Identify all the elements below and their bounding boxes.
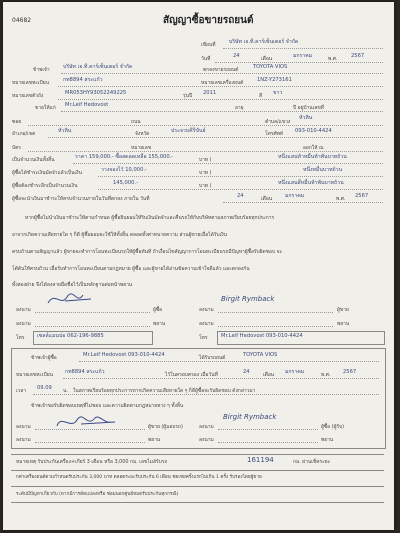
balance-unit: บาท (: [199, 183, 212, 189]
district-label: อำเภอ/เขต: [12, 131, 36, 137]
seller-phone: เซลล์แมนปอ 062-196-9885: [37, 333, 104, 339]
price-total-value: ราคา 159,000.- ซื้อสดลดเหลือ 155,000.-: [75, 154, 174, 160]
pay-by-day: 24: [237, 193, 244, 199]
balance-words: หนึ่งแสนสี่หมื่นห้าพันบาทถ้วน: [278, 180, 344, 186]
chassis-label: หมายเลขตัวถัง: [12, 93, 44, 99]
receipt-month: มกราคม: [285, 369, 305, 375]
pay-by-year: 2567: [355, 193, 369, 199]
terms-line-1: หากผู้ซื้อไม่นำเงินมาชำระให้ตามกำหนด ผู้ซื้อยินยอมให้ริบเงินมัดจำและคืนรถให้กับบริษัทตามสภาพเรียบร้อยทุกประการ: [25, 215, 275, 221]
color-value: ขาว: [273, 90, 283, 96]
receipt-year-label: พ.ศ.: [321, 372, 331, 378]
receipt-witness-role-2: พยาน: [321, 437, 334, 443]
balance-label: ผู้ซื้อต้องชำระอีกเป็นจำนวนเงิน: [12, 183, 78, 189]
receipt-buyer-value: Mr.Leif Hedovost 093-010-4424: [83, 352, 165, 358]
receipt-sign-label-witness-1: ลงนาม: [16, 437, 31, 443]
address-label: ปี อยู่บ้านเลขที่: [293, 105, 324, 111]
pay-by-year-label: พ.ศ.: [336, 196, 346, 202]
witness-role-1: พยาน: [153, 321, 166, 327]
brand-value: TOYOTA VIOS: [253, 64, 288, 70]
brand-label: ตกลงขายรถยนต์: [203, 67, 239, 73]
road-label: ถนน: [131, 119, 141, 125]
buyer-signature-1: Birgit Rymback: [221, 295, 275, 303]
date-day: 24: [233, 53, 240, 59]
footer-mileage: 161194: [247, 456, 274, 464]
price-total-unit: บาท (: [199, 157, 212, 163]
deposit-value: วางจองไว้ 10,000.-: [101, 167, 147, 173]
receipt-seller-role: ผู้ขาย (ผู้มอบรถ): [148, 424, 183, 430]
seller-signature-scribble-2: [51, 410, 131, 434]
made-at-value: บริษัท เจ.ที.คาร์เซ็นเตอร์ จำกัด: [229, 39, 299, 45]
sign-label-witness-1: ลงนาม: [16, 321, 31, 327]
footer-exclusion-text: ระดับมีปัญหาเกี่ยวกับ (หากมีการดัดแปลงหรือ ซ่อมนอกศูนย์หมดรับประกันทุกกรณี): [16, 492, 179, 497]
date-month: มกราคม: [293, 53, 313, 59]
sign-label-buyer: ลงนาม: [199, 307, 214, 313]
receipt-sign-label-seller: ลงนาม: [16, 424, 31, 430]
seller-label: ข้าพเจ้า: [33, 67, 50, 73]
color-label: สี: [259, 93, 262, 99]
id-card-label: บัตร: [12, 145, 21, 151]
footer-mileage-unit: กม. ผ่านเช็คระยะ: [293, 459, 331, 465]
district-value: หัวหิน: [58, 128, 72, 134]
receipt-condition-text: ในสภาพเรียบร้อยทุกประการหากเกิดความเสียหายใด ๆ ก็ดีผู้ซื้อจะรับผิดชอบ ดังกล่าวมา: [73, 388, 256, 394]
pay-by-month-label: เดือน: [261, 196, 273, 202]
doc-number: 04682: [12, 17, 32, 24]
age-label: อายุ: [235, 105, 244, 111]
sign-label-seller: ลงนาม: [16, 307, 31, 313]
date-year-label: พ.ศ.: [328, 56, 338, 62]
id-issued-label: ออกให้ ณ: [303, 145, 324, 151]
phone-label-2: โทร: [199, 335, 208, 341]
witness-role-2: พยาน: [337, 321, 350, 327]
subdistrict-value: หัวหิน: [299, 115, 313, 121]
terms-line-2: อาจากเกิดความเสียหายใด ๆ ก็ดี ผู้ซื้อยอมจะใช้ให้ทั้งสิ้น ตลอดทั้งค่าทนายความ ส่วนผู้ขายเมื่อได้รับเงิน: [12, 232, 227, 238]
pay-by-label: ผู้ซื้อจะนำเงินมาชำระให้ครบจำนวนภายในวันที่ตกลง ภายใน วันที่: [12, 196, 150, 202]
date-day-label: วันที่: [201, 56, 211, 62]
receipt-time: 09.09: [37, 385, 52, 391]
chassis-value: MR053HY93052249225: [65, 90, 127, 96]
seller-value: บริษัท เจ.ที.คาร์เซ็นเตอร์ จำกัด: [63, 64, 133, 70]
footer-engine-text: กค่าเครื่องยนต์ตามกำหนดรับประกัน 3,000 บาท ตลอดระยะรับประกัน 6 เดือน ชดเชยครั้งแรกไม่เกิน 1 ครั้ง รับรองโดยผู้ขาย: [16, 475, 262, 480]
seller-role-1: ผู้ขาย: [337, 307, 349, 313]
engine-label: หมายเลขเครื่องยนต์: [201, 80, 244, 86]
receipt-month-label: เดือน: [263, 372, 275, 378]
contract-paper: [3, 2, 394, 530]
footer-warranty-text: หมายเหตุ รับประกันเครื่อง+เกียร์ 3 เดือน หรือ 3,000 กม. เลขไมล์รับรถ: [16, 459, 168, 465]
deposit-label: ผู้ซื้อได้ชำระเงินมัดจำแล้วเป็นเงิน: [12, 170, 82, 176]
receipt-plate-value: กท8894 สระแก้ว: [65, 369, 105, 375]
date-year: 2567: [351, 53, 365, 59]
buyer-signature-2: Birgit Rymback: [223, 413, 277, 421]
soi-label: ซอย: [12, 119, 22, 125]
receipt-buyer-label: ข้าพเจ้าผู้ซื้อ: [31, 355, 57, 361]
receipt-brand: TOYOTA VIOS: [243, 352, 278, 358]
receipt-witness-role-1: พยาน: [148, 437, 161, 443]
contract-title: สัญญาซื้อขายรถยนต์: [163, 15, 254, 26]
id-number-label: หมายเลข: [131, 145, 152, 151]
province-value: ประจวบคีรีขันธ์: [171, 128, 206, 134]
receipt-received-label: ได้รับรถยนต์: [199, 355, 226, 361]
model-year-label: รุ่นปี: [183, 93, 193, 99]
buyer-value: Mr.Leif Hedovost: [65, 102, 109, 108]
seller-signature-scribble: [43, 289, 113, 309]
pay-by-month: มกราคม: [285, 193, 305, 199]
price-total-words: หนึ่งแสนห้าหมื่นห้าพันบาทถ้วน: [278, 154, 347, 160]
receipt-day: 24: [243, 369, 250, 375]
made-at-label: เขียนที่: [201, 42, 216, 48]
terms-line-3: ครบถ้วนตามสัญญาแล้ว ผู้ขายจะทำการโอนทะเบียนรถให้ผู้ซื้อทันที ถ้าเงื่อนไขสัญญาการโอนทะเบียนรถมีปัญหาผู้ซื้อรับผิดชอบ จะ: [12, 249, 283, 255]
receipt-time-unit: น.: [63, 388, 68, 394]
province-label: จังหวัด: [135, 131, 150, 137]
receipt-time-label: เวลา: [16, 388, 27, 394]
deposit-words: หนึ่งหมื่นบาทถ้วน: [303, 167, 343, 173]
price-total-label: เป็นจำนวนเงินทั้งสิ้น: [12, 157, 55, 163]
phone-value: 093-010-4424: [295, 128, 332, 134]
buyer-phone: Mr.Leif Hedovost 093-010-4424: [221, 333, 303, 339]
plate-value: กท8894 สระแก้ว: [63, 77, 103, 83]
deposit-unit: บาท (: [199, 170, 212, 176]
terms-line-4: โต้ต้นให้ครบถ้วน เมื่อรับทำการโอนทะเบียนตามกฎหมาย ผู้ซื้อ และผู้ขายได้อ่านข้อความเข้าใจดีแล้ว และตกลงกัน: [12, 266, 250, 272]
receipt-date-label: ไว้ในครอบครอง เมื่อวันที่: [165, 372, 218, 378]
balance-value: 145,000.-: [113, 180, 138, 186]
subdistrict-label: ตำบล/แขวง: [265, 119, 291, 125]
engine-value: 1NZ-Y273161: [257, 77, 292, 83]
phone-label-1: โทร: [16, 335, 25, 341]
receipt-plate-label: หมายเลขทะเบียน: [16, 372, 53, 378]
date-month-label: เดือน: [261, 56, 273, 62]
receipt-year: 2567: [343, 369, 357, 375]
plate-label: หมายเลขทะเบียน: [12, 80, 49, 86]
terms-line-5: ทั้งสองฝ่าย จึงได้ลงลายมือชื่อไว้เป็นหลักฐานต่อหน้าพยาน: [12, 282, 133, 288]
receipt-sign-label-buyer: ลงนาม: [199, 424, 214, 430]
receipt-sign-label-witness-2: ลงนาม: [199, 437, 214, 443]
model-year-value: 2011: [203, 90, 217, 96]
receipt-buyer-role: ผู้ซื้อ (ผู้รับ): [321, 424, 345, 430]
buyer-label: ขายให้แก่: [35, 105, 56, 111]
sign-label-witness-2: ลงนาม: [199, 321, 214, 327]
receipt-liability-text: ข้าพเจ้าขอรับผิดชอบเหตุที่ไม่ชอบ และความผิดตามกฎหมายทาง ๆ ทั้งสิ้น: [31, 403, 184, 409]
buyer-role-1: ผู้ซื้อ: [153, 307, 163, 313]
phone-label: โทรศัพท์: [265, 131, 284, 137]
